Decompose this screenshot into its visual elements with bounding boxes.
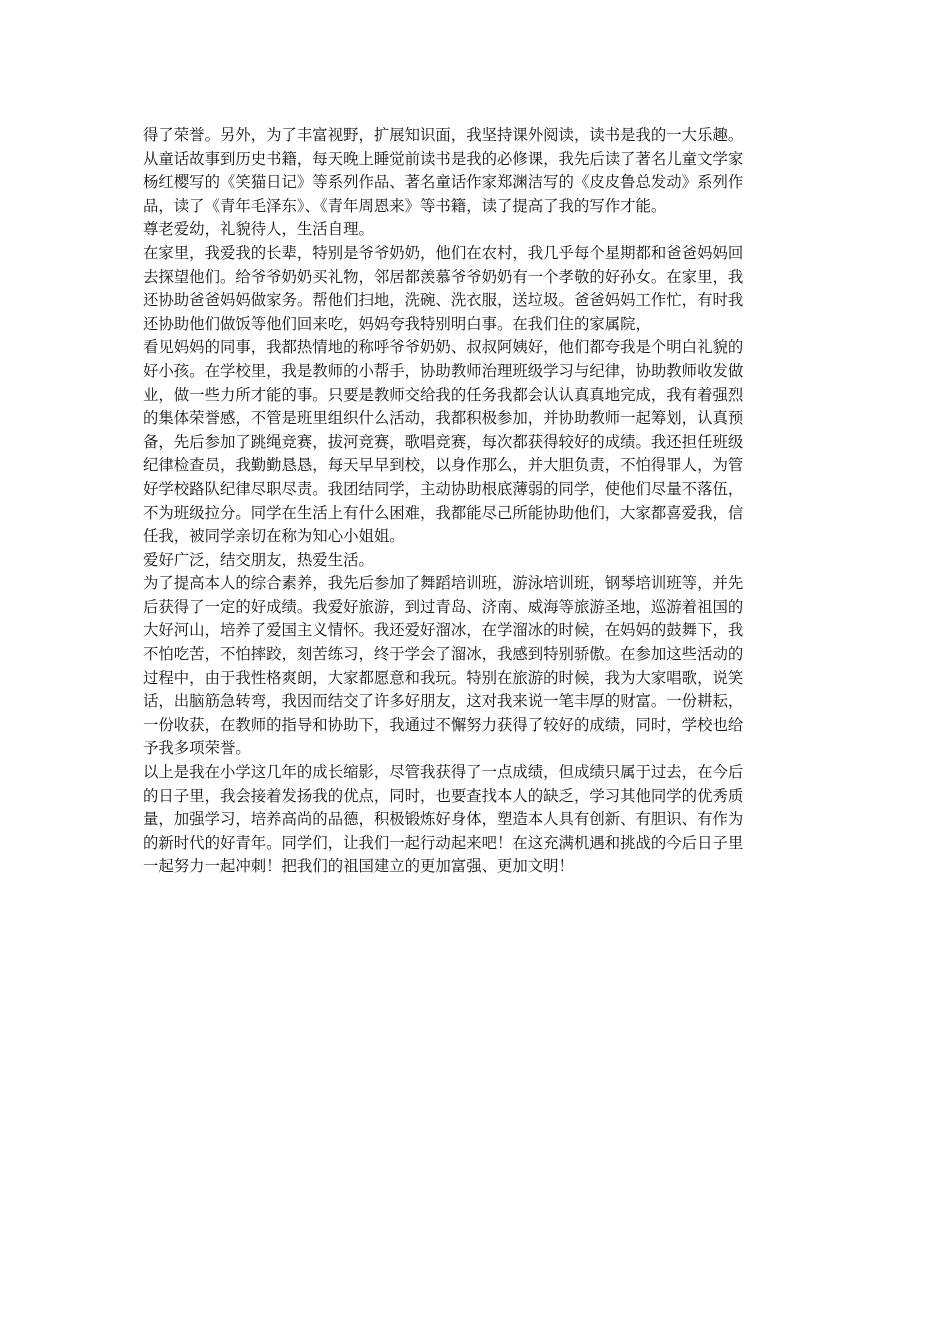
text-line: 去探望他们。给爷爷奶奶买礼物，邻居都羡慕爷爷奶奶有一个孝敬的好孙女。在家里，我 — [143, 267, 744, 286]
document-body — [143, 124, 811, 879]
text-line: 备，先后参加了跳绳竞赛，拔河竞赛，歌唱竞赛，每次都获得较好的成绩。我还担任班级 — [143, 432, 744, 451]
text-line: 以上是我在小学这几年的成长缩影，尽管我获得了一点成绩，但成绩只属于过去，在今后 — [143, 763, 744, 782]
text-line: 杨红樱写的《笑猫日记》等系列作品、著名童话作家郑渊洁写的《皮皮鲁总发动》系列作 — [143, 173, 744, 192]
text-line: 还协助爸爸妈妈做家务。帮他们扫地，洗碗、洗衣服，送垃圾。爸爸妈妈工作忙，有时我 — [143, 291, 744, 310]
section-heading: 爱好广泛，结交朋友，热爱生活。 — [143, 550, 374, 569]
text-line: 纪律检查员，我勤勤恳恳，每天早早到校，以身作那么，并大胆负责，不怕得罪人，为管 — [143, 456, 744, 475]
text-line: 品，读了《青年毛泽东》、《青年周恩来》等书籍，读了提高了我的写作才能。 — [143, 196, 667, 215]
text-line: 的新时代的好青年。同学们，让我们一起行动起来吧！在这充满机遇和挑战的今后日子里 — [143, 833, 744, 852]
text-line: 还协助他们做饭等他们回来吃，妈妈夸我特别明白事。在我们住的家属院， — [143, 314, 651, 333]
text-line: 一份收获，在教师的指导和协助下，我通过不懈努力获得了较好的成绩，同时，学校也给 — [143, 715, 744, 734]
text-line: 得了荣誉。另外，为了丰富视野，扩展知识面，我坚持课外阅读，读书是我的一大乐趣。 — [143, 126, 744, 144]
text-line: 好学校路队纪律尽职尽责。我团结同学，主动协助根底薄弱的同学，使他们尽量不落伍， — [143, 479, 744, 498]
text-line: 从童话故事到历史书籍，每天晚上睡觉前读书是我的必修课，我先后读了著名儿童文学家 — [143, 149, 744, 168]
text-line: 一起努力一起冲刺！把我们的祖国建立的更加富强、更加文明！ — [143, 857, 574, 876]
text-line: 的日子里，我会接着发扬我的优点，同时，也要查找本人的缺乏，学习其他同学的优秀质 — [143, 786, 744, 805]
text-line: 的集体荣誉感，不管是班里组织什么活动，我都积极参加，并协助教师一起筹划，认真预 — [143, 409, 744, 428]
text-line: 任我，被同学亲切在称为知心小姐姐。 — [143, 527, 405, 546]
section-heading: 尊老爱幼，礼貌待人，生活自理。 — [143, 220, 374, 239]
text-line: 为了提高本人的综合素养，我先后参加了舞蹈培训班，游泳培训班，钢琴培训班等，并先 — [143, 574, 744, 593]
text-line: 话，出脑筋急转弯，我因而结交了许多好朋友，这对我来说一笔丰厚的财富。一份耕耘， — [143, 692, 744, 711]
text-line: 好小孩。在学校里，我是教师的小帮手，协助教师治理班级学习与纪律，协助教师收发做 — [143, 361, 744, 380]
text-line: 看见妈妈的同事，我都热情地的称呼爷爷奶奶、叔叔阿姨好，他们都夸我是个明白礼貌的 — [143, 338, 744, 357]
text-line: 不为班级拉分。同学在生活上有什么困难，我都能尽己所能协助他们，大家都喜爱我，信 — [143, 503, 744, 522]
text-line: 大好河山，培养了爱国主义情怀。我还爱好溜冰，在学溜冰的时候，在妈妈的鼓舞下，我 — [143, 621, 744, 640]
text-line: 业，做一些力所才能的事。只要是教师交给我的任务我都会认认真真地完成，我有着强烈 — [143, 385, 744, 404]
text-line: 予我多项荣誉。 — [143, 739, 251, 758]
text-line: 后获得了一定的好成绩。我爱好旅游，到过青岛、济南、威海等旅游圣地，巡游着祖国的 — [143, 597, 744, 616]
text-line: 过程中，由于我性格爽朗，大家都愿意和我玩。特别在旅游的时候，我为大家唱歌，说笑 — [143, 668, 744, 687]
text-line: 量，加强学习，培养高尚的品德，积极锻炼好身体，塑造本人具有创新、有胆识、有作为 — [143, 810, 744, 829]
text-line: 在家里，我爱我的长辈，特别是爷爷奶奶，他们在农村，我几乎每个星期都和爸爸妈妈回 — [143, 243, 744, 262]
text-line: 不怕吃苦，不怕摔跤，刻苦练习，终于学会了溜冰，我感到特别骄傲。在参加这些活动的 — [143, 645, 744, 664]
